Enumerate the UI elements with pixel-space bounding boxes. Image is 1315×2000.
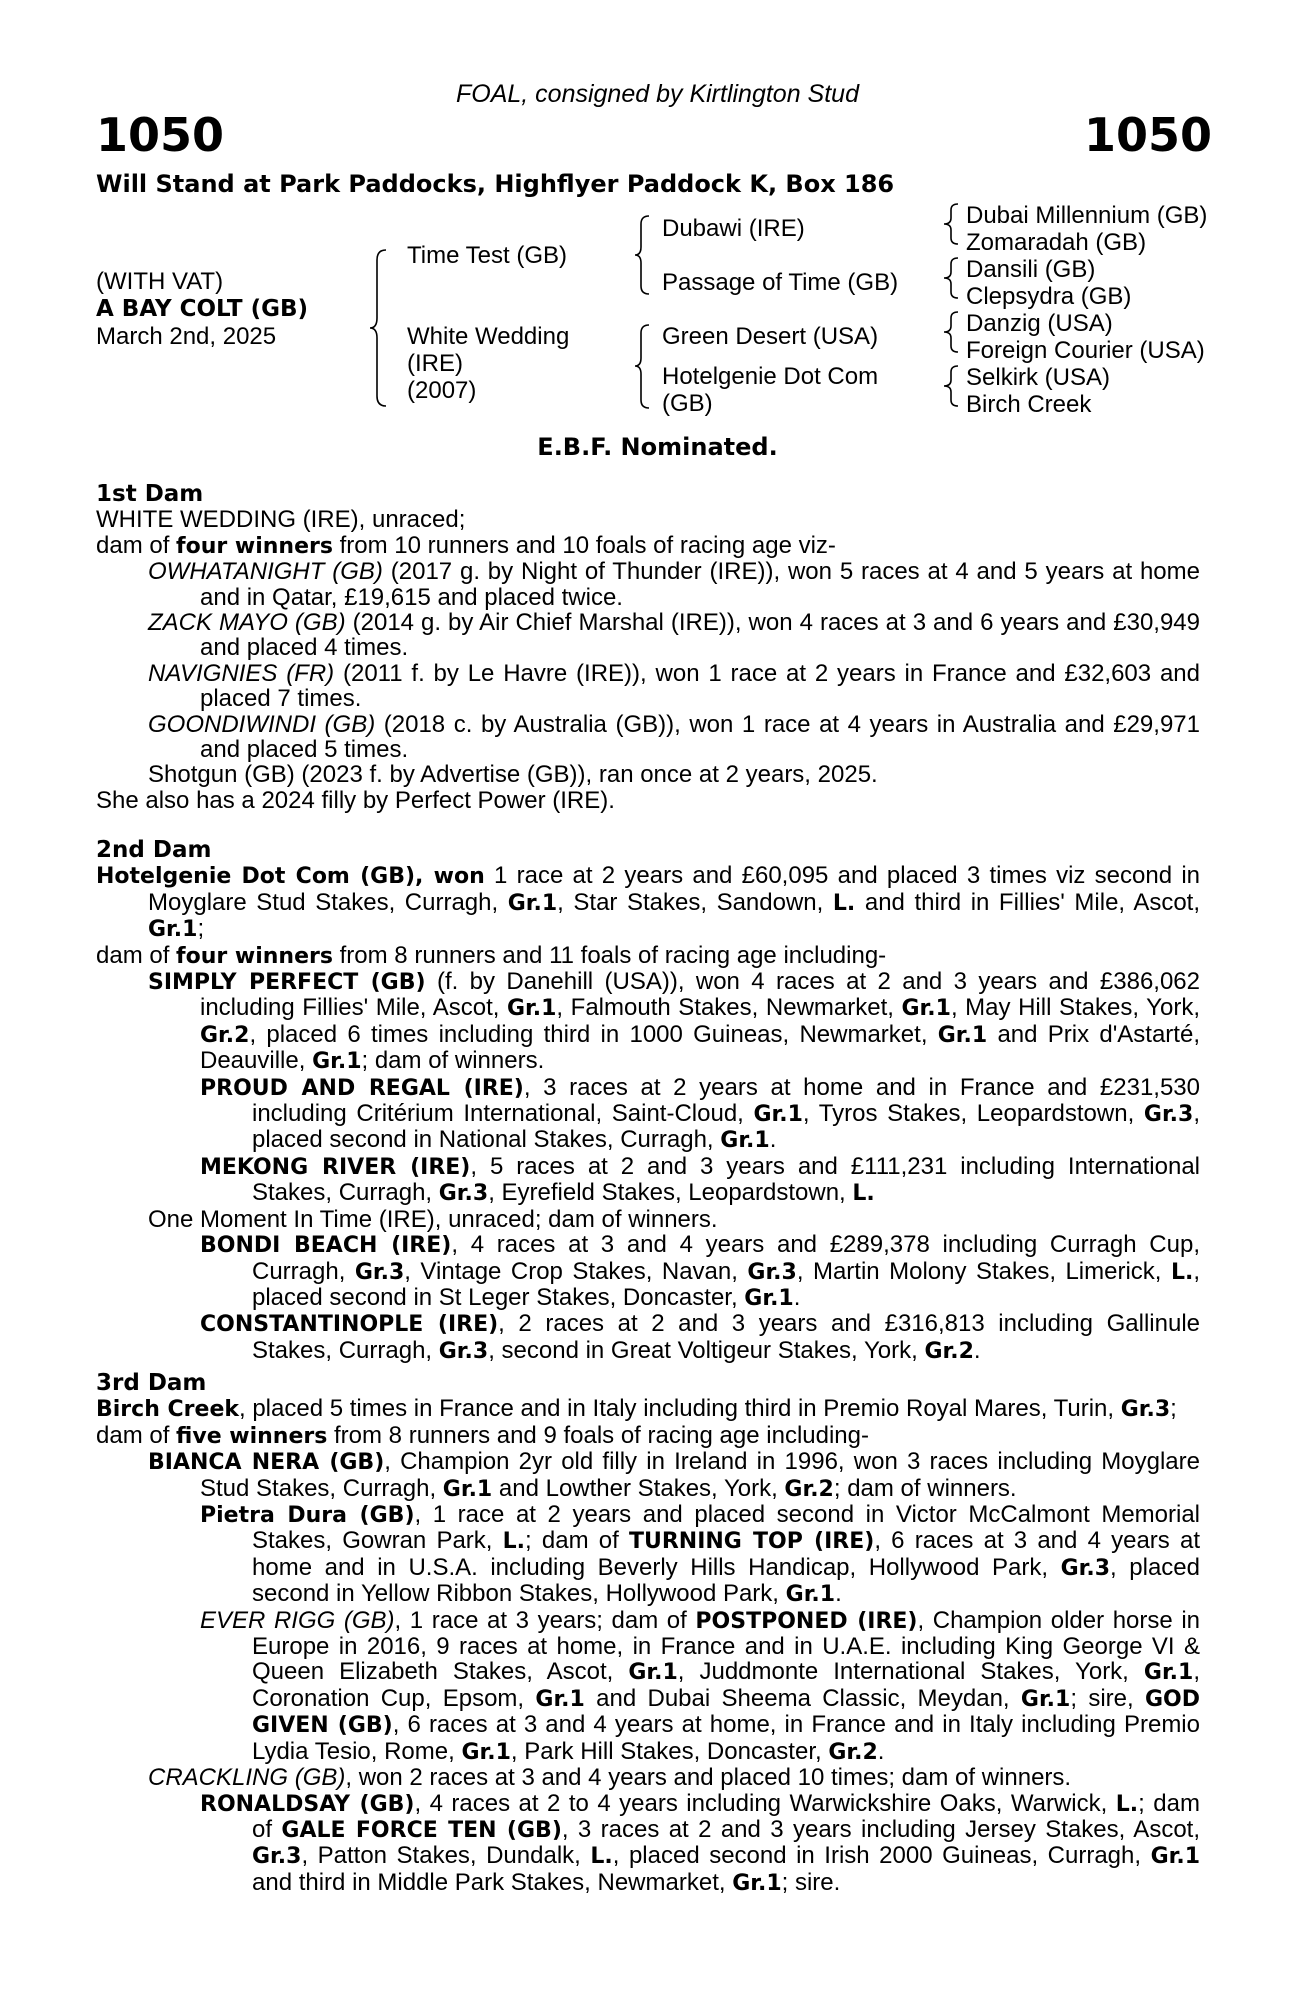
g4-ancestor: Danzig (USA) — [966, 310, 1113, 337]
sire-dam: Passage of Time (GB) — [662, 269, 899, 296]
offspring-entry: CONSTANTINOPLE (IRE), 2 races at 2 and 3 years and £316,813 including Gallinule Stakes, Curragh, Gr.3, second in Great Voltigeur Stakes, York, Gr.2. — [200, 1310, 1200, 1364]
offspring-entry: OWHATANIGHT (GB) (2017 g. by Night of Thunder (IRE)), won 5 races at 4 and 5 years at home and in Qatar, £19,615 and placed twice. — [148, 558, 1200, 611]
sire-name: Time Test (GB) — [407, 242, 568, 269]
g4-ancestor: Foreign Courier (USA) — [966, 337, 1205, 364]
g4-ancestor: Zomaradah (GB) — [966, 229, 1147, 256]
offspring-entry: BONDI BEACH (IRE), 4 races at 3 and 4 years and £289,378 including Curragh Cup, Curragh, Gr.3, Vintage Crop Stakes, Navan, Gr.3, Martin Molony Stakes, Limerick, L., placed second in St Leger Stakes, Doncaster, Gr.1. — [200, 1231, 1201, 1311]
brace-generation-1 — [368, 248, 390, 408]
foaling-date: March 2nd, 2025 — [96, 323, 277, 350]
second-dam-produce-summary: dam of four winners from 8 runners and 11 foals of racing age including- — [96, 941, 887, 969]
second-dam-record: Hotelgenie Dot Com (GB), won 1 race at 2 years and £60,095 and placed 3 times viz second in Moyglare Stud Stakes, Curragh, Gr.1, Star Stakes, Sandown, L. and third in Fillies' Mile, Ascot, Gr.1; — [96, 862, 1201, 943]
stand-location: Will Stand at Park Paddocks, Highflyer Paddock K, Box 186 — [96, 170, 895, 198]
offspring-entry: PROUD AND REGAL (IRE), 3 races at 2 years at home and in France and £231,530 including Critérium International, Saint-Cloud, Gr.1, Tyros Stakes, Leopardstown, Gr.3, placed second in National Stakes, Curragh, Gr.1. — [200, 1073, 1201, 1154]
second-dam-heading: 2nd Dam — [96, 837, 212, 863]
g4-ancestor: Clepsydra (GB) — [966, 283, 1132, 310]
brace-g4-2 — [942, 256, 962, 300]
third-dam-record: Birch Creek, placed 5 times in France and in Italy including third in Premio Royal Mares, Turin, Gr.3; — [96, 1395, 1177, 1423]
third-dam-produce-summary: dam of five winners from 8 runners and 9 foals of racing age including- — [96, 1421, 869, 1449]
first-dam-section — [96, 482, 1200, 813]
offspring-entry: Pietra Dura (GB), 1 race at 2 years and placed second in Victor McCalmont Memorial Stakes, Gowran Park, L.; dam of TURNING TOP (IRE), 6 races at 3 and 4 years at home and in U.S.A. including Beverly Hills Handicap, Hollywood Park, Gr.3, placed second in Yellow Ribbon Stakes, Hollywood Park, Gr.1. — [200, 1501, 1201, 1608]
first-dam-produce-summary: dam of four winners from 10 runners and 10 foals of racing age viz- — [96, 531, 836, 559]
offspring-entry: RONALDSAY (GB), 4 races at 2 to 4 years including Warwickshire Oaks, Warwick, L.; dam of GALE FORCE TEN (GB), 3 races at 2 and 3 years including Jersey Stakes, Ascot, Gr.3, Patton Stakes, Dundalk, L., placed second in Irish 2000 Guineas, Curragh, Gr.1 and third in Middle Park Stakes, Newmarket, Gr.1; sire. — [200, 1789, 1200, 1896]
offspring-entry: EVER RIGG (GB), 1 race at 3 years; dam of POSTPONED (IRE), Champion older horse in Europe in 2016, 9 races at home, in France and in U.A.E. including King George VI & Queen Elizabeth Stakes, Ascot, Gr.1, Juddmonte International Stakes, York, Gr.1, Coronation Cup, Epsom, Gr.1 and Dubai Sheema Classic, Meydan, Gr.1; sire, GOD GIVEN (GB), 6 races at 3 and 4 years at home, in France and in Italy including Premio Lydia Tesio, Rome, Gr.1, Park Hill Stakes, Doncaster, Gr.2. — [200, 1606, 1201, 1765]
dam-name-line-2: (IRE) — [407, 350, 463, 377]
second-dam-section — [96, 838, 1200, 1364]
offspring-entry: CRACKLING (GB), won 2 races at 3 and 4 years and placed 10 times; dam of winners. — [148, 1764, 1072, 1792]
g4-ancestor: Dubai Millennium (GB) — [966, 202, 1208, 229]
consignor-line: FOAL, consigned by Kirtlington Stud — [455, 80, 859, 108]
offspring-entry: NAVIGNIES (FR) (2011 f. by Le Havre (IRE)), won 1 race at 2 years in France and £32,603 and placed 7 times. — [148, 659, 1200, 713]
g4-ancestor: Selkirk (USA) — [966, 364, 1111, 391]
lot-number-left: 1050 — [96, 108, 225, 162]
offspring-entry: One Moment In Time (IRE), unraced; dam of winners. — [148, 1205, 718, 1233]
offspring-entry: ZACK MAYO (GB) (2014 g. by Air Chief Marshal (IRE)), won 4 races at 3 and 6 years and £30,949 and placed 4 times. — [148, 609, 1201, 662]
offspring-entry: MEKONG RIVER (IRE), 5 races at 2 and 3 years and £111,231 including International Stakes, Curragh, Gr.3, Eyrefield Stakes, Leopardstown, L. — [200, 1152, 1200, 1207]
offspring-entry: BIANCA NERA (GB), Champion 2yr old filly in Ireland in 1996, won 3 races including Moyglare Stud Stakes, Curragh, Gr.1 and Lowther Stakes, York, Gr.2; dam of winners. — [148, 1448, 1200, 1502]
dam-dam-line-2: (GB) — [662, 390, 713, 417]
g4-ancestor: Birch Creek — [966, 391, 1092, 418]
first-dam-heading: 1st Dam — [96, 481, 204, 507]
brace-sire-parents — [633, 214, 653, 296]
lot-number-right: 1050 — [1084, 108, 1213, 162]
vat-note: (WITH VAT) — [96, 268, 224, 295]
dam-name-line-1: White Wedding — [407, 323, 570, 350]
lot-horse-name: A BAY COLT (GB) — [96, 296, 309, 322]
brace-g4-4 — [942, 364, 962, 408]
offspring-entry: GOONDIWINDI (GB) (2018 c. by Australia (GB)), won 1 race at 4 years in Australia and £29,971 and placed 5 times. — [148, 710, 1200, 764]
sire-sire: Dubawi (IRE) — [662, 215, 805, 242]
brace-g4-3 — [942, 310, 962, 354]
third-dam-section — [96, 1371, 1200, 1896]
offspring-entry: SIMPLY PERFECT (GB) (f. by Danehill (USA)), won 4 races at 2 and 3 years and £386,062 including Fillies' Mile, Ascot, Gr.1, Falmouth Stakes, Newmarket, Gr.1, May Hill Stakes, York, Gr.2, placed 6 times including third in 1000 Guineas, Newmarket, Gr.1 and Prix d'Astarté, Deauville, Gr.1; dam of winners. — [148, 968, 1200, 1075]
first-dam-line: WHITE WEDDING (IRE), unraced; — [96, 506, 466, 534]
brace-g4-1 — [942, 202, 962, 246]
dam-name-line-3: (2007) — [407, 377, 477, 404]
ebf-nominated: E.B.F. Nominated. — [537, 433, 778, 461]
g4-ancestor: Dansili (GB) — [966, 256, 1096, 283]
offspring-entry: Shotgun (GB) (2023 f. by Advertise (GB)), ran once at 2 years, 2025. — [148, 761, 878, 789]
dam-dam-line-1: Hotelgenie Dot Com — [662, 363, 879, 390]
brace-dam-parents — [633, 323, 653, 410]
first-dam-note: She also has a 2024 filly by Perfect Power (IRE). — [96, 786, 615, 814]
dam-sire: Green Desert (USA) — [662, 323, 879, 350]
third-dam-heading: 3rd Dam — [96, 1370, 207, 1396]
